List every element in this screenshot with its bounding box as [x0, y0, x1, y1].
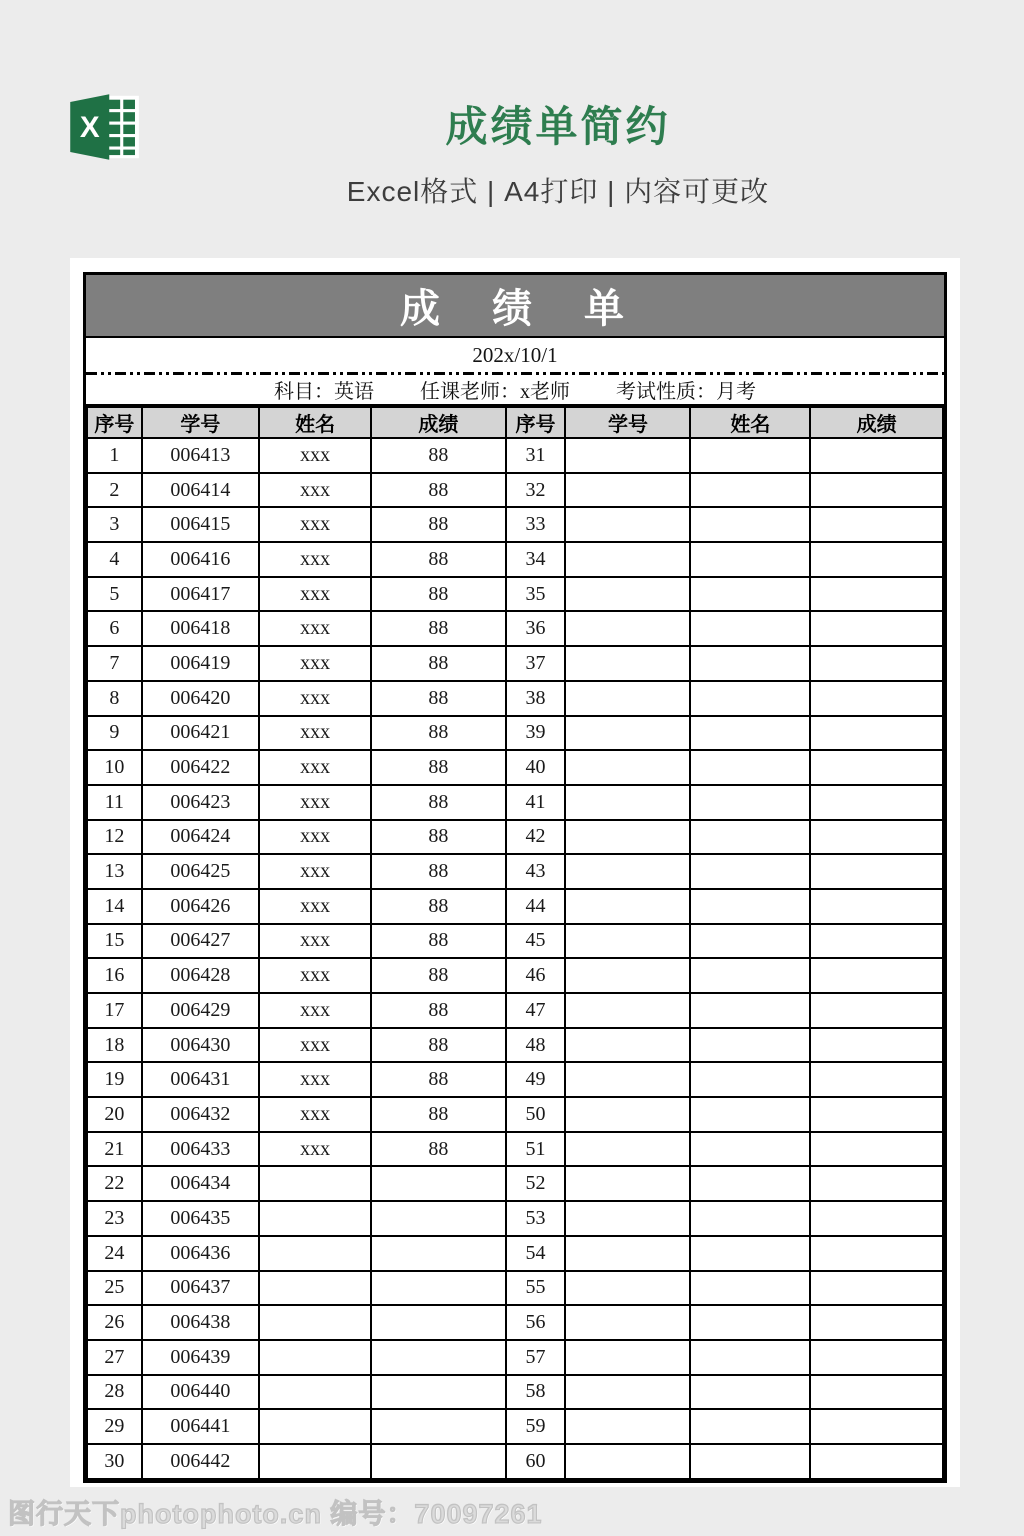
table-cell: 006422: [142, 750, 259, 785]
table-row: [87, 785, 943, 820]
table-cell: 25: [87, 1271, 142, 1306]
column-header: 成绩: [810, 407, 943, 438]
table-cell: [371, 1166, 505, 1201]
table-row: [87, 1375, 943, 1410]
table-cell: xxx: [259, 473, 371, 508]
table-cell: 88: [371, 1062, 505, 1097]
table-cell: 55: [506, 1271, 566, 1306]
title-block: [0, 94, 1024, 210]
table-cell: [690, 889, 810, 924]
table-cell: [810, 1444, 943, 1479]
table-cell: [810, 785, 943, 820]
table-cell: [690, 1062, 810, 1097]
table-cell: 006441: [142, 1409, 259, 1444]
table-cell: 88: [371, 438, 505, 473]
table-cell: 60: [506, 1444, 566, 1479]
table-cell: [690, 1375, 810, 1410]
table-cell: [690, 1097, 810, 1132]
table-cell: 006436: [142, 1236, 259, 1271]
table-cell: 006433: [142, 1132, 259, 1167]
table-cell: 31: [506, 438, 566, 473]
table-row: [87, 1166, 943, 1201]
sheet-info-row: [86, 375, 944, 406]
table-cell: 88: [371, 716, 505, 751]
table-cell: 1: [87, 438, 142, 473]
table-cell: [810, 889, 943, 924]
sheet-date: 202x/10/1: [472, 342, 558, 367]
table-cell: [259, 1271, 371, 1306]
table-cell: 28: [87, 1375, 142, 1410]
sheet-title-band: 成 绩 单: [86, 275, 944, 338]
table-cell: 59: [506, 1409, 566, 1444]
table-cell: [371, 1375, 505, 1410]
table-row: [87, 993, 943, 1028]
table-cell: 14: [87, 889, 142, 924]
watermark: 图行天下photophoto.cn 编号：70097261: [8, 1499, 543, 1529]
table-cell: [810, 1271, 943, 1306]
table-cell: [371, 1236, 505, 1271]
table-cell: 006424: [142, 820, 259, 855]
table-cell: 50: [506, 1097, 566, 1132]
table-row: [87, 473, 943, 508]
table-cell: xxx: [259, 785, 371, 820]
table-cell: 4: [87, 542, 142, 577]
table-cell: [565, 542, 690, 577]
table-cell: [565, 507, 690, 542]
table-cell: [810, 958, 943, 993]
table-cell: [565, 1444, 690, 1479]
table-cell: xxx: [259, 1062, 371, 1097]
table-cell: 006440: [142, 1375, 259, 1410]
table-cell: [565, 611, 690, 646]
table-row: [87, 1236, 943, 1271]
table-cell: [690, 1201, 810, 1236]
table-row: [87, 750, 943, 785]
table-cell: 10: [87, 750, 142, 785]
table-cell: xxx: [259, 577, 371, 612]
table-cell: 32: [506, 473, 566, 508]
table-cell: [690, 1166, 810, 1201]
table-cell: [810, 1305, 943, 1340]
table-cell: 88: [371, 611, 505, 646]
table-cell: 19: [87, 1062, 142, 1097]
table-cell: 11: [87, 785, 142, 820]
table-cell: [810, 681, 943, 716]
table-cell: xxx: [259, 542, 371, 577]
table-cell: [565, 438, 690, 473]
table-cell: [565, 820, 690, 855]
table-cell: xxx: [259, 993, 371, 1028]
table-cell: 17: [87, 993, 142, 1028]
table-row: [87, 854, 943, 889]
table-cell: [810, 646, 943, 681]
table-cell: [565, 681, 690, 716]
table-cell: 88: [371, 854, 505, 889]
table-cell: [690, 681, 810, 716]
table-cell: [690, 1236, 810, 1271]
table-row: [87, 681, 943, 716]
table-cell: 20: [87, 1097, 142, 1132]
table-cell: 006417: [142, 577, 259, 612]
table-row: [87, 1097, 943, 1132]
table-cell: 006416: [142, 542, 259, 577]
table-cell: 27: [87, 1340, 142, 1375]
table-cell: [565, 854, 690, 889]
table-row: [87, 542, 943, 577]
info-teacher: 任课老师：x老师: [420, 381, 570, 403]
table-cell: 13: [87, 854, 142, 889]
table-cell: [565, 1409, 690, 1444]
table-cell: [810, 507, 943, 542]
table-cell: [810, 1132, 943, 1167]
table-cell: [565, 785, 690, 820]
column-header: 成绩: [371, 407, 505, 438]
table-cell: 57: [506, 1340, 566, 1375]
table-cell: 006425: [142, 854, 259, 889]
table-cell: [259, 1236, 371, 1271]
table-cell: [259, 1305, 371, 1340]
table-cell: 12: [87, 820, 142, 855]
table-cell: 006426: [142, 889, 259, 924]
column-header: 序号: [506, 407, 566, 438]
table-cell: [810, 542, 943, 577]
table-cell: [810, 924, 943, 959]
table-cell: 006430: [142, 1028, 259, 1063]
table-cell: [690, 1271, 810, 1306]
table-cell: [810, 1375, 943, 1410]
table-cell: 006423: [142, 785, 259, 820]
table-row: [87, 1028, 943, 1063]
table-cell: 006442: [142, 1444, 259, 1479]
table-row: [87, 716, 943, 751]
table-cell: 006414: [142, 473, 259, 508]
table-cell: 56: [506, 1305, 566, 1340]
table-cell: 88: [371, 507, 505, 542]
table-cell: 88: [371, 1132, 505, 1167]
table-cell: [565, 924, 690, 959]
table-cell: [690, 716, 810, 751]
table-cell: [690, 993, 810, 1028]
svg-text:X: X: [79, 111, 100, 145]
table-cell: 9: [87, 716, 142, 751]
table-cell: 46: [506, 958, 566, 993]
table-cell: 88: [371, 473, 505, 508]
table-cell: [259, 1340, 371, 1375]
table-cell: 6: [87, 611, 142, 646]
table-cell: 29: [87, 1409, 142, 1444]
table-cell: 8: [87, 681, 142, 716]
table-cell: [565, 1236, 690, 1271]
table-cell: [565, 750, 690, 785]
table-row: [87, 889, 943, 924]
table-cell: [565, 1305, 690, 1340]
table-cell: 006435: [142, 1201, 259, 1236]
table-cell: xxx: [259, 889, 371, 924]
table-cell: [810, 1340, 943, 1375]
table-cell: [810, 577, 943, 612]
table-cell: 33: [506, 507, 566, 542]
table-cell: [810, 854, 943, 889]
table-cell: [810, 1028, 943, 1063]
table-cell: [690, 646, 810, 681]
table-cell: [259, 1201, 371, 1236]
table-cell: 88: [371, 993, 505, 1028]
table-cell: 006428: [142, 958, 259, 993]
table-cell: 88: [371, 542, 505, 577]
table-cell: 40: [506, 750, 566, 785]
table-cell: [810, 993, 943, 1028]
table-row: [87, 820, 943, 855]
table-cell: [690, 1305, 810, 1340]
table-row: [87, 611, 943, 646]
table-cell: [810, 611, 943, 646]
table-cell: [565, 1132, 690, 1167]
table-cell: [565, 1097, 690, 1132]
table-cell: 26: [87, 1305, 142, 1340]
table-cell: 88: [371, 750, 505, 785]
table-cell: [690, 438, 810, 473]
table-cell: 43: [506, 854, 566, 889]
table-cell: 006438: [142, 1305, 259, 1340]
table-cell: xxx: [259, 646, 371, 681]
table-cell: 15: [87, 924, 142, 959]
table-cell: 34: [506, 542, 566, 577]
table-cell: [565, 958, 690, 993]
table-cell: [565, 1166, 690, 1201]
table-cell: [690, 924, 810, 959]
table-cell: [690, 1409, 810, 1444]
table-cell: 006439: [142, 1340, 259, 1375]
table-cell: [371, 1305, 505, 1340]
table-cell: xxx: [259, 681, 371, 716]
column-header: 姓名: [259, 407, 371, 438]
table-cell: 006420: [142, 681, 259, 716]
table-cell: 006418: [142, 611, 259, 646]
table-cell: [810, 716, 943, 751]
table-cell: 006413: [142, 438, 259, 473]
table-cell: xxx: [259, 1028, 371, 1063]
table-cell: [810, 1097, 943, 1132]
table-cell: [371, 1340, 505, 1375]
sheet-card: [70, 258, 960, 1487]
table-cell: 88: [371, 785, 505, 820]
table-cell: 3: [87, 507, 142, 542]
table-row: [87, 1062, 943, 1097]
table-cell: 88: [371, 646, 505, 681]
table-cell: 88: [371, 577, 505, 612]
table-cell: 2: [87, 473, 142, 508]
table-cell: 22: [87, 1166, 142, 1201]
table-cell: [371, 1201, 505, 1236]
info-subject: 科目：英语: [274, 381, 374, 403]
table-cell: [690, 820, 810, 855]
table-cell: 37: [506, 646, 566, 681]
table-cell: xxx: [259, 438, 371, 473]
table-cell: [690, 577, 810, 612]
table-cell: 88: [371, 1028, 505, 1063]
table-cell: 24: [87, 1236, 142, 1271]
table-cell: 006431: [142, 1062, 259, 1097]
table-cell: 18: [87, 1028, 142, 1063]
table-cell: 52: [506, 1166, 566, 1201]
table-cell: [690, 1340, 810, 1375]
table-cell: [810, 1062, 943, 1097]
table-cell: [810, 473, 943, 508]
table-cell: [810, 750, 943, 785]
table-cell: 53: [506, 1201, 566, 1236]
table-row: [87, 924, 943, 959]
table-row: [87, 507, 943, 542]
table-row: [87, 1201, 943, 1236]
table-cell: 47: [506, 993, 566, 1028]
info-exam-type: 考试性质：月考: [616, 381, 756, 403]
table-cell: xxx: [259, 507, 371, 542]
table-cell: [690, 854, 810, 889]
table-cell: [690, 750, 810, 785]
table-cell: 006432: [142, 1097, 259, 1132]
table-cell: [565, 577, 690, 612]
table-row: [87, 1132, 943, 1167]
table-cell: [565, 1028, 690, 1063]
table-cell: xxx: [259, 716, 371, 751]
table-cell: 16: [87, 958, 142, 993]
table-cell: 88: [371, 958, 505, 993]
table-cell: xxx: [259, 611, 371, 646]
page-header: [0, 0, 1024, 230]
table-row: [87, 646, 943, 681]
table-cell: [810, 1236, 943, 1271]
table-cell: [565, 1062, 690, 1097]
table-cell: [565, 1340, 690, 1375]
table-cell: [810, 820, 943, 855]
table-cell: 39: [506, 716, 566, 751]
table-cell: xxx: [259, 750, 371, 785]
table-cell: 38: [506, 681, 566, 716]
table-cell: [565, 646, 690, 681]
score-sheet: [83, 272, 947, 1483]
table-cell: 49: [506, 1062, 566, 1097]
column-header: 姓名: [690, 407, 810, 438]
table-cell: 88: [371, 889, 505, 924]
table-cell: [810, 1409, 943, 1444]
table-header-row: [87, 407, 943, 438]
table-cell: 35: [506, 577, 566, 612]
table-cell: [371, 1444, 505, 1479]
table-cell: [690, 507, 810, 542]
table-row: [87, 438, 943, 473]
table-cell: 41: [506, 785, 566, 820]
table-cell: xxx: [259, 820, 371, 855]
table-cell: [690, 611, 810, 646]
table-cell: [565, 1375, 690, 1410]
table-cell: 006427: [142, 924, 259, 959]
table-cell: 48: [506, 1028, 566, 1063]
table-row: [87, 1409, 943, 1444]
table-cell: [259, 1375, 371, 1410]
column-header: 学号: [565, 407, 690, 438]
sheet-clip: [83, 272, 947, 1472]
table-cell: [565, 473, 690, 508]
table-cell: 5: [87, 577, 142, 612]
table-cell: 30: [87, 1444, 142, 1479]
table-cell: 006415: [142, 507, 259, 542]
table-cell: 006429: [142, 993, 259, 1028]
page-title: 成绩单简约: [445, 103, 671, 150]
table-cell: [565, 716, 690, 751]
table-cell: [565, 1201, 690, 1236]
score-table: [86, 406, 944, 1480]
table-cell: 88: [371, 924, 505, 959]
table-cell: xxx: [259, 1132, 371, 1167]
table-cell: 88: [371, 820, 505, 855]
table-row: [87, 1444, 943, 1479]
table-cell: xxx: [259, 958, 371, 993]
table-cell: 21: [87, 1132, 142, 1167]
table-cell: xxx: [259, 924, 371, 959]
table-cell: 45: [506, 924, 566, 959]
table-cell: 88: [371, 1097, 505, 1132]
table-cell: 44: [506, 889, 566, 924]
table-cell: [810, 1166, 943, 1201]
table-cell: [565, 993, 690, 1028]
page-subtitle: Excel格式 | A4打印 | 内容可更改: [346, 176, 770, 207]
table-row: [87, 958, 943, 993]
table-cell: [565, 889, 690, 924]
table-cell: [371, 1409, 505, 1444]
table-cell: [259, 1166, 371, 1201]
table-cell: xxx: [259, 1097, 371, 1132]
table-cell: 54: [506, 1236, 566, 1271]
table-cell: [565, 1271, 690, 1306]
table-cell: [690, 1444, 810, 1479]
column-header: 学号: [142, 407, 259, 438]
table-cell: [690, 1028, 810, 1063]
table-cell: [690, 1132, 810, 1167]
table-cell: xxx: [259, 854, 371, 889]
table-cell: 006434: [142, 1166, 259, 1201]
column-header: 序号: [87, 407, 142, 438]
table-cell: [810, 438, 943, 473]
table-cell: [810, 1201, 943, 1236]
table-row: [87, 1305, 943, 1340]
table-cell: [690, 542, 810, 577]
table-cell: 23: [87, 1201, 142, 1236]
table-cell: 58: [506, 1375, 566, 1410]
table-cell: [259, 1409, 371, 1444]
table-cell: [259, 1444, 371, 1479]
table-cell: 7: [87, 646, 142, 681]
table-cell: 36: [506, 611, 566, 646]
table-cell: 006421: [142, 716, 259, 751]
table-cell: [690, 473, 810, 508]
table-cell: 006419: [142, 646, 259, 681]
table-cell: 51: [506, 1132, 566, 1167]
table-row: [87, 1340, 943, 1375]
table-row: [87, 1271, 943, 1306]
table-cell: 42: [506, 820, 566, 855]
table-row: [87, 577, 943, 612]
table-cell: 006437: [142, 1271, 259, 1306]
table-cell: 88: [371, 681, 505, 716]
table-cell: [371, 1271, 505, 1306]
table-cell: [690, 958, 810, 993]
table-cell: [690, 785, 810, 820]
